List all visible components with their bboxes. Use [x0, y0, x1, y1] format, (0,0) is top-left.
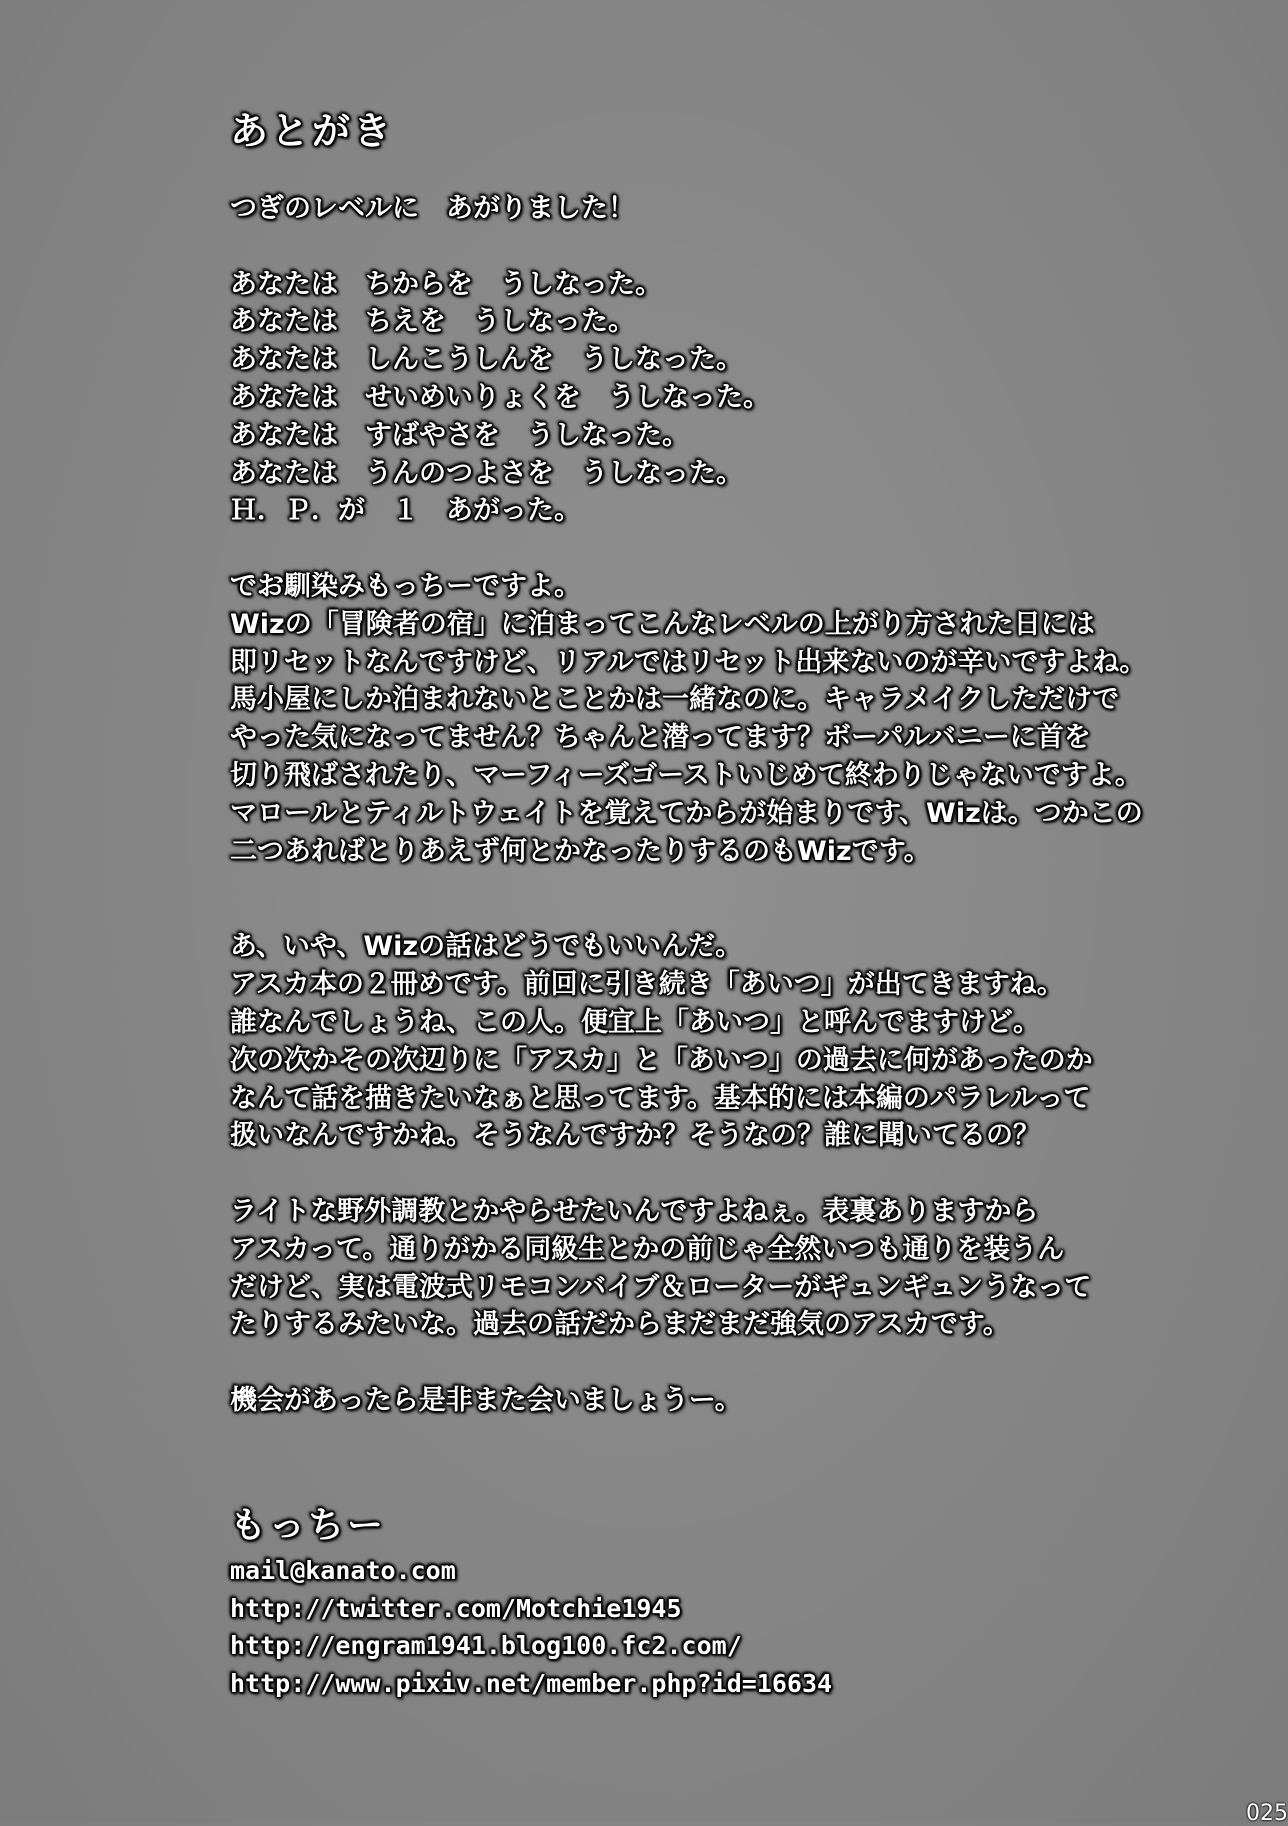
paragraph-line: 馬小屋にしか泊まれないとことかは一緒なのに。キャラメイクしただけで	[230, 684, 1120, 716]
level-up-line: つぎのレベルに あがりました！	[230, 193, 635, 224]
page-title: あとがき	[230, 109, 395, 153]
paragraph-line: たりするみたいな。過去の話だからまだまだ強気のアスカです。	[230, 1309, 1010, 1341]
closing-line: 機会があったら是非また会いましょうー。	[230, 1384, 742, 1416]
paragraph-line: 扱いなんですかね。そうなんですか？そうなの？誰に聞いてるの？	[230, 1120, 1040, 1152]
paragraph-line: 次の次かその次辺りに「アスカ」と「あいつ」の過去に何があったのか	[230, 1044, 1093, 1076]
paragraph-line: マロールとティルトウェイトを覚えてからが始まりです、Wizは。つかこの	[230, 797, 1143, 829]
paragraph-line: 即リセットなんですけど、リアルではリセット出来ないのが辛いですよね。	[230, 646, 1147, 678]
paragraph-line: なんて話を描きたいなぁと思ってます。基本的には本編のパラレルって	[230, 1082, 1091, 1114]
stat-line: あなたは せいめいりょくを うしなった。	[230, 381, 770, 413]
paragraph-line: アスカ本の２冊めです。前回に引き続き「あいつ」が出てきますね。	[230, 969, 1064, 1001]
stat-line: あなたは すばやさを うしなった。	[230, 419, 689, 451]
paragraph-line: アスカって。通りがかる同級生とかの前じゃ全然いつも通りを装うん	[230, 1233, 1065, 1265]
afterword-body	[230, 190, 1146, 1420]
paragraph-line: ライトな野外調教とかやらせたいんですよねぇ。表裏ありますから	[230, 1195, 1039, 1227]
pixiv-link: http://www.pixiv.net/member.php?id=16634	[230, 1668, 833, 1698]
stat-line: あなたは ちえを うしなった。	[230, 306, 635, 338]
page-number: 025	[1246, 1801, 1288, 1826]
paragraph-line: でお馴染みもっちーですよ。	[230, 570, 581, 602]
paragraph-line: だけど、実は電波式リモコンバイブ＆ローターがギュンギュンうなって	[230, 1271, 1092, 1303]
paragraph-line: やった気になってません？ちゃんと潜ってます？ボーパルバニーに首を	[230, 722, 1091, 754]
email-address: mail@kanato.com	[230, 1556, 456, 1585]
contact-links	[230, 1552, 832, 1702]
stat-line: Ｈ．Ｐ．が １ あがった。	[230, 495, 581, 527]
stat-line: あなたは しんこうしんを うしなった。	[230, 344, 743, 376]
stat-line: あなたは うんのつよさを うしなった。	[230, 457, 743, 489]
author-name: もっちー	[230, 1505, 387, 1546]
paragraph-line: 二つあればとりあえず何とかなったりするのもWizです。	[230, 835, 931, 867]
paragraph-line: 誰なんでしょうね、この人。便宜上「あいつ」と呼んでますけど。	[230, 1006, 1040, 1038]
paragraph-line: あ、いや、Wizの話はどうでもいいんだ。	[230, 931, 743, 963]
twitter-link: http://twitter.com/Motchie1945	[230, 1593, 682, 1623]
blog-link: http://engram1941.blog100.fc2.com/	[230, 1631, 742, 1660]
stat-line: あなたは ちからを うしなった。	[230, 268, 662, 300]
paragraph-line: 切り飛ばされたり、マーフィーズゴーストいじめて終わりじゃないですよ。	[230, 759, 1142, 791]
paragraph-line: Wizの「冒険者の宿」に泊まってこんなレベルの上がり方された日には	[230, 608, 1095, 640]
